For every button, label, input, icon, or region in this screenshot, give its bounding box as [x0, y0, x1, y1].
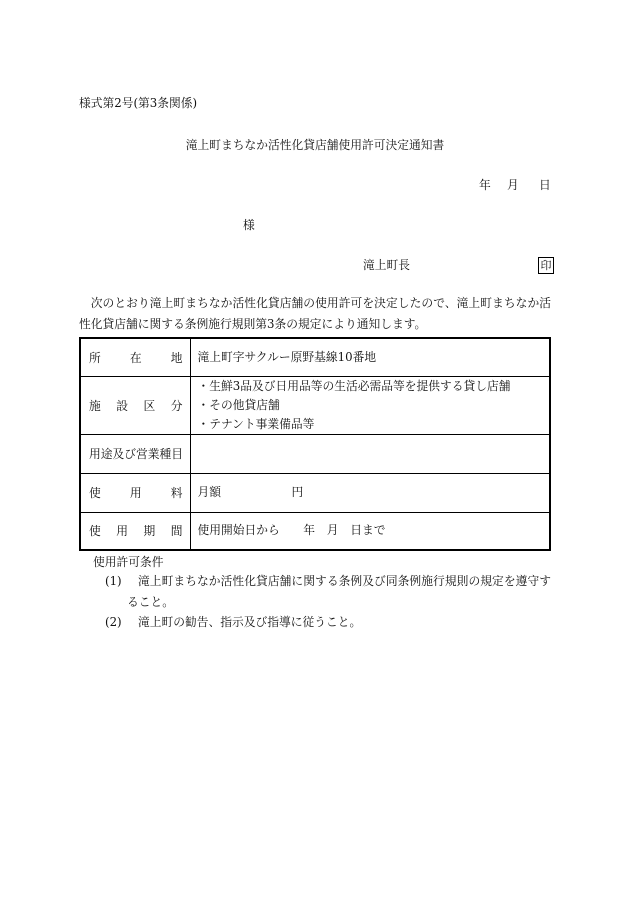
date-year-label: 年 [479, 178, 491, 192]
location-text: 滝上町字サクルー原野基線10番地 [197, 349, 377, 364]
date-day-label: 日 [539, 178, 551, 192]
form-code: 様式第2号(第3条関係) [79, 96, 198, 110]
facility-category-item: ・その他貸店舗 [197, 397, 280, 412]
row-value-facility-category [190, 376, 550, 434]
row-value-period [190, 512, 550, 550]
facility-category-item: ・テナント事業備品等 [197, 416, 315, 431]
condition-number: (2) [105, 615, 122, 629]
condition-text: 滝上町の勧告、指示及び指導に従うこと。 [138, 615, 362, 629]
row-label-period: 使用期間 [80, 512, 190, 550]
conditions-heading: 使用許可条件 [93, 555, 164, 569]
issuer-name: 滝上町長 [363, 258, 410, 272]
fee-text: 月額 円 [197, 485, 304, 499]
body-paragraph: 次のとおり滝上町まちなか活性化貸店舗の使用許可を決定したので、滝上町まちなか活性化貸店舗に関する条例施行規則第3条の規定により通知します。 [79, 296, 551, 331]
table-row-fee [80, 473, 550, 512]
document-title: 滝上町まちなか活性化貸店舗使用許可決定通知書 [185, 138, 445, 152]
row-label-location: 所在地 [80, 338, 190, 376]
condition-number: (1) [105, 574, 122, 588]
table-row-facility-category [80, 376, 550, 434]
row-value-fee [190, 473, 550, 512]
row-label-fee: 使用料 [80, 473, 190, 512]
condition-text: 滝上町まちなか活性化貸店舗に関する条例及び同条例施行規則の規定を遵守すること。 [127, 574, 551, 609]
facility-category-item: ・生鮮3品及び日用品等の生活必需品等を提供する貸し店舗 [197, 378, 511, 393]
row-label-purpose: 用途及び営業種目 [80, 434, 190, 473]
row-value-location [190, 338, 550, 376]
row-value-purpose [190, 434, 550, 473]
seal-mark: 印 [538, 257, 554, 274]
date-month-label: 月 [507, 178, 519, 192]
table-row-period [80, 512, 550, 550]
row-label-facility-category: 施設区分 [80, 376, 190, 434]
table-row-location [80, 338, 550, 376]
period-text: 使用開始日から 年 月 日まで [197, 523, 386, 538]
table-row-purpose [80, 434, 550, 473]
addressee-honorific: 様 [243, 218, 255, 232]
permit-details-table [79, 337, 551, 551]
